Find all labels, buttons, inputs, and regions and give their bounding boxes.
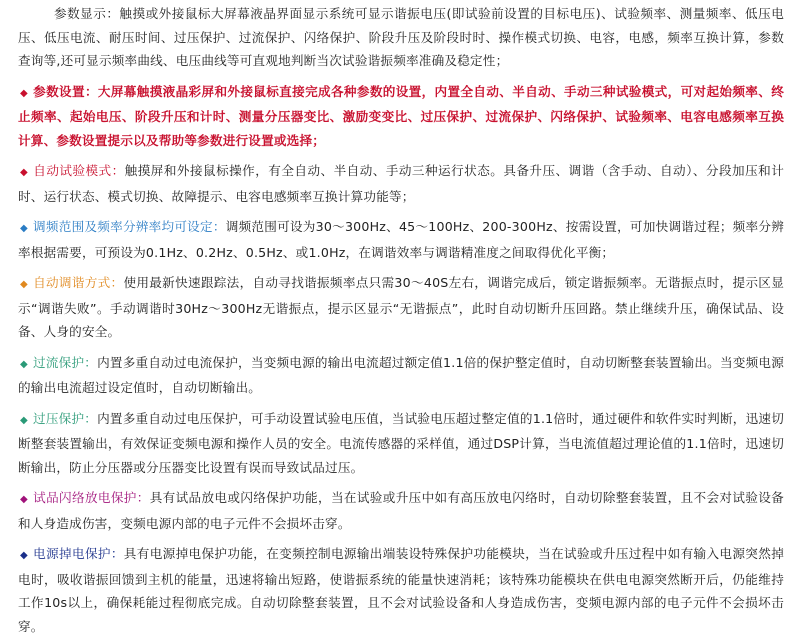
paragraph-heading: 参数设置： xyxy=(33,83,98,99)
paragraph-flashover-protection xyxy=(18,486,784,535)
paragraph-text: 具有试品放电或闪络保护功能，当在试验或升压中如有高压放电闪络时，自动切除整套装置，且不会对试验设备和人身造成伤害，变频电源内部的电子元件不会损坏击穿。 xyxy=(18,490,784,531)
diamond-icon: ◆ xyxy=(20,87,28,99)
paragraph-overcurrent-protection xyxy=(18,351,784,400)
paragraph-parameter-display xyxy=(18,2,784,73)
paragraph-auto-tuning xyxy=(18,271,784,344)
paragraph-parameter-setting xyxy=(18,80,784,153)
diamond-icon: ◆ xyxy=(20,550,28,561)
paragraph-power-loss-protection xyxy=(18,542,784,638)
paragraph-heading: 自动调谐方式： xyxy=(33,275,124,290)
diamond-icon: ◆ xyxy=(20,223,28,234)
paragraph-heading: 试品闪络放电保护： xyxy=(33,490,150,505)
paragraph-text: 内置多重自动过电流保护，当变频电源的输出电流超过额定值1.1倍的保护整定值时，自动切断整套装置输出。当变频电源的输出电流超过设定值时，自动切断输出。 xyxy=(18,354,785,395)
paragraph-heading: 参数显示： xyxy=(54,6,120,21)
paragraph-text: 调频范围可设为30～300Hz、45～100Hz、200-300Hz、按需设置，可加快调谐过程；频率分辨率根据需要，可预设为0.1Hz、0.2Hz、0.5Hz、或1.0Hz，在调谐效率与调谐精准度之间取得优化平衡； xyxy=(18,219,784,260)
paragraph-heading: 电源掉电保护： xyxy=(33,546,124,561)
paragraph-text: 触摸屏和外接鼠标操作，有全自动、半自动、手动三种运行状态。具备升压、调谐（含手动、自动）、分段加压和计时、运行状态、模式切换、故障提示、电容电感频率互换计算功能等； xyxy=(18,163,784,204)
diamond-icon: ◆ xyxy=(20,167,28,178)
diamond-icon: ◆ xyxy=(20,494,28,505)
diamond-icon: ◆ xyxy=(20,358,28,370)
diamond-icon: ◆ xyxy=(20,414,28,426)
paragraph-heading: 调频范围及频率分辨率均可设定： xyxy=(33,219,226,234)
paragraph-overvoltage-protection xyxy=(18,407,784,480)
paragraph-heading: 过流保护： xyxy=(33,354,98,370)
paragraph-text: 使用最新快速跟踪法，自动寻找谐振频率点只需30～40S左右，调谐完成后，锁定谐振频率。无谐振点时，提示区显示“调谐失败”。手动调谐时30Hz～300Hz无谐振点，提示区显示“无谐振点”，此时自动切断升压回路。禁止继续升压，确保试品、设备、人身的安全。 xyxy=(18,275,784,339)
paragraph-text: 触摸或外接鼠标大屏幕液晶界面显示系统可显示谐振电压(即试验前设置的目标电压)、试验频率、测量频率、低压电压、低压电流、耐压时间、过压保护、过流保护、闪络保护、阶段升压及阶段时时、操作模式切换、电容，电感，频率互换计算，参数查询等,还可显示频率曲线、电压曲线等可直观地判断当次试验谐振频率准确及稳定性； xyxy=(18,6,785,68)
paragraph-text: 内置多重自动过电压保护，可手动设置试验电压值，当试验电压超过整定值的1.1倍时，通过硬件和软件实时判断，迅速切断整套装置输出，有效保证变频电源和操作人员的安全。电流传感器的采样值，通过DSP计算，当电流值超过理论值的1.1倍时，迅速切断输出，防止分压器或分压器变比设置有误而导致试品过压。 xyxy=(18,410,785,475)
paragraph-text: 大屏幕触摸液晶彩屏和外接鼠标直接完成各种参数的设置，内置全自动、半自动、手动三种试验模式，可对起始频率、终止频率、起始电压、阶段升压和计时、测量分压器变比、激励变变比、过压保护、过流保护、闪络保护、试验频率、电容电感频率互换计算、参数设置提示以及帮助等参数进行设置或选择； xyxy=(18,83,785,148)
paragraph-auto-test-mode xyxy=(18,159,784,208)
paragraph-heading: 自动试验模式： xyxy=(33,163,125,178)
paragraph-text: 具有电源掉电保护功能，在变频控制电源输出端装设特殊保护功能模块，当在试验或升压过程中如有输入电源突然掉电时，吸收谐振回馈到主机的能量，迅速将输出短路，使谐振系统的能量快速消耗；该特殊功能模块在供电电源突然断开后，仍能维持工作10s以上，确保耗能过程彻底完成。自动切除整套装置，且不会对试验设备和人身造成伤害，变频电源内部的电子元件不会损坏击穿。 xyxy=(18,546,784,634)
paragraph-heading: 过压保护： xyxy=(33,410,98,426)
diamond-icon: ◆ xyxy=(20,279,28,290)
paragraph-frequency-range xyxy=(18,215,784,264)
